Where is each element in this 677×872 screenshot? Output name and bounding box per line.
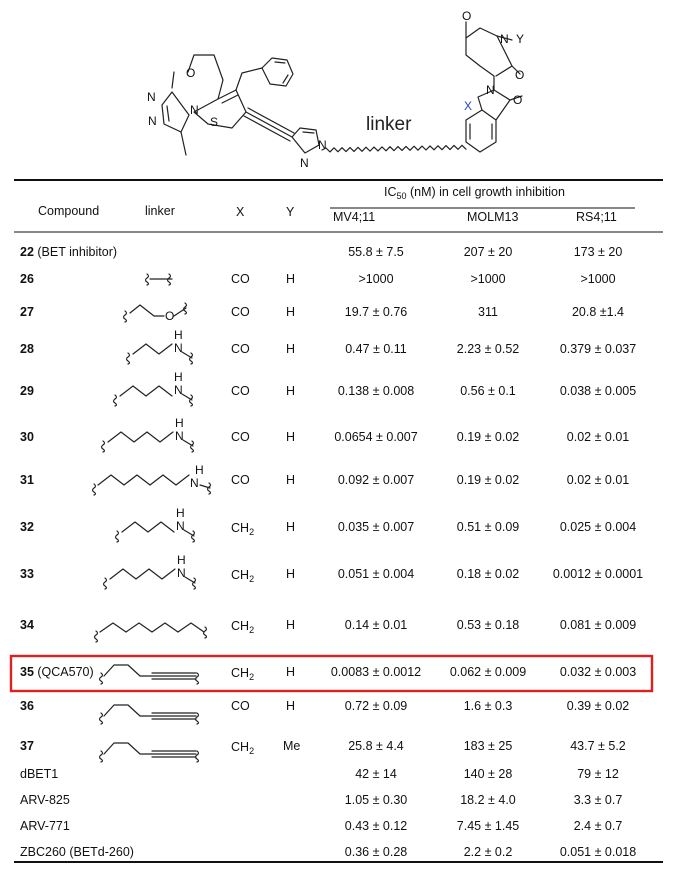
wavy-bond-mark — [116, 531, 119, 542]
compound-id: 29 — [20, 384, 34, 398]
mv4-ic50: 25.8 ± 4.4 — [348, 739, 404, 753]
compound-id: 36 — [20, 699, 34, 713]
compound-id: ARV-771 — [20, 819, 70, 833]
atom-iso-o: O — [513, 93, 523, 107]
rs4-ic50: 0.02 ± 0.01 — [566, 473, 630, 487]
linker-27-chain — [130, 305, 164, 316]
rs4-ic50: 2.4 ± 0.7 — [573, 819, 623, 833]
table-row — [20, 384, 636, 398]
compound-id: 33 — [20, 567, 34, 581]
rs4-ic50: 3.3 ± 0.7 — [573, 793, 623, 807]
table-row — [20, 739, 626, 756]
table-row — [20, 272, 616, 286]
linker-structures — [93, 274, 211, 762]
table-row — [20, 699, 629, 713]
wavy-bond-mark — [204, 627, 207, 638]
mv4-ic50: 0.47 ± 0.11 — [345, 342, 407, 356]
compound-id: 28 — [20, 342, 34, 356]
molm13-ic50: 207 ± 20 — [463, 245, 513, 259]
compound-id: 26 — [20, 272, 34, 286]
molm13-ic50: 2.2 ± 0.2 — [463, 845, 513, 859]
y-value: H — [286, 473, 296, 487]
x-value: CO — [231, 430, 250, 444]
mv4-ic50: 0.092 ± 0.007 — [337, 473, 415, 487]
molm13-ic50: 0.56 ± 0.1 — [460, 384, 516, 398]
atom-glut-y: Y — [516, 32, 525, 46]
x-value: $CH_2$ — [231, 619, 255, 635]
table-body — [20, 245, 643, 859]
linker-atom-h: H — [177, 553, 186, 567]
mv4-ic50: 0.43 ± 0.12 — [344, 819, 408, 833]
linker-36-alkyne — [152, 713, 196, 719]
rs4-ic50: 0.081 ± 0.009 — [559, 618, 637, 632]
linker-atom-n: N — [175, 429, 184, 443]
mv4-ic50: 55.8 ± 7.5 — [348, 245, 404, 259]
molm13-ic50: 0.18 ± 0.02 — [456, 567, 520, 581]
molm13-ic50: 0.53 ± 0.18 — [456, 618, 520, 632]
header-mv4: MV4;11 — [333, 210, 376, 224]
mv4-ic50: 0.0654 ± 0.007 — [334, 430, 418, 444]
linker-33-chain — [110, 569, 175, 579]
rs4-ic50: 0.39 ± 0.02 — [566, 699, 630, 713]
atom-iso-x: X — [464, 99, 473, 113]
header-compound: Compound — [38, 204, 100, 218]
y-value: H — [286, 520, 296, 534]
compound-id: 34 — [20, 618, 34, 632]
molm13-ic50: 1.6 ± 0.3 — [463, 699, 513, 713]
y-value: H — [286, 384, 296, 398]
mv4-ic50: 0.138 ± 0.008 — [337, 384, 415, 398]
compound-id: 27 — [20, 305, 34, 319]
molm13-ic50: 0.19 ± 0.02 — [456, 473, 520, 487]
atom-n1: N — [147, 90, 156, 104]
x-value: CO — [231, 305, 250, 319]
mv4-ic50: 0.035 ± 0.007 — [337, 520, 415, 534]
wavy-bond-mark — [100, 751, 103, 762]
wavy-bond-mark — [196, 673, 199, 684]
wavy-bond-mark — [95, 631, 98, 642]
molm13-ic50: 0.19 ± 0.02 — [456, 430, 520, 444]
atom-s: S — [210, 115, 219, 129]
rs4-ic50: 79 ± 12 — [577, 767, 619, 781]
table-row — [20, 618, 636, 635]
compound-id: 35 (QCA570) — [20, 665, 94, 679]
table-row — [20, 305, 624, 319]
mv4-ic50: >1000 — [358, 272, 394, 286]
linker-34-chain — [100, 623, 204, 632]
compound-id: ZBC260 (BETd-260) — [20, 845, 134, 859]
wavy-bond-mark — [102, 441, 105, 452]
table-row — [20, 567, 643, 584]
wavy-bond-mark — [100, 673, 103, 684]
rs4-ic50: 0.032 ± 0.003 — [559, 665, 637, 679]
wavy-bond-mark — [104, 578, 107, 589]
atom-o-ring: O — [186, 66, 196, 80]
wavy-bond-mark — [146, 274, 149, 285]
y-value: H — [286, 430, 296, 444]
rs4-ic50: 0.025 ± 0.004 — [559, 520, 637, 534]
linker-30-chain — [108, 432, 173, 442]
linker-atom-n: N — [190, 476, 199, 490]
x-value: $CH_2$ — [231, 521, 255, 537]
linker-35-chain — [104, 665, 152, 676]
linker-29-chain — [120, 386, 172, 396]
y-value: H — [286, 342, 296, 356]
linker-atom-n: N — [174, 383, 183, 397]
linker-atom-n: N — [176, 519, 185, 533]
header-x: X — [236, 205, 245, 219]
x-value: $CH_2$ — [231, 568, 255, 584]
wavy-bond-mark — [93, 484, 96, 495]
mv4-ic50: 0.36 ± 0.28 — [344, 845, 408, 859]
compound-id: 22 (BET inhibitor) — [20, 245, 118, 259]
wavy-bond-mark — [100, 713, 103, 724]
compound-id: 32 — [20, 520, 34, 534]
molm13-ic50: 311 — [478, 305, 498, 319]
mv4-ic50: 42 ± 14 — [355, 767, 397, 781]
rs4-ic50: 43.7 ± 5.2 — [570, 739, 626, 753]
atom-glut-o2: O — [515, 68, 525, 82]
table-row — [20, 342, 636, 356]
molm13-ic50: 2.23 ± 0.52 — [456, 342, 520, 356]
y-value: Me — [283, 739, 301, 753]
wavy-bond-mark — [114, 395, 117, 406]
linker-35-alkyne — [152, 673, 196, 679]
linker-37-chain — [104, 743, 152, 754]
x-value: CO — [231, 473, 250, 487]
wavy-bond-mark — [196, 751, 199, 762]
linker-atom-h: H — [195, 463, 204, 477]
mv4-ic50: 0.14 ± 0.01 — [344, 618, 408, 632]
atom-iso-n: N — [486, 83, 495, 97]
linker-36-chain — [104, 705, 152, 716]
molm13-ic50: 140 ± 28 — [463, 767, 513, 781]
atom-glut-n: N — [500, 32, 509, 46]
linker-atom-n: N — [177, 566, 186, 580]
y-value: H — [286, 618, 296, 632]
x-value: $CH_2$ — [231, 740, 255, 756]
molm13-ic50: 7.45 ± 1.45 — [456, 819, 520, 833]
atom-n3: N — [190, 103, 199, 117]
table-row — [20, 767, 619, 781]
compound-id: 31 — [20, 473, 34, 487]
rs4-ic50: 0.051 ± 0.018 — [559, 845, 637, 859]
atom-glut-o1: O — [462, 9, 472, 23]
header-molm13: MOLM13 — [467, 210, 519, 224]
x-value: CO — [231, 384, 250, 398]
molm13-ic50: 0.51 ± 0.09 — [456, 520, 520, 534]
molm13-ic50: >1000 — [470, 272, 506, 286]
rs4-ic50: 0.379 ± 0.037 — [559, 342, 637, 356]
mv4-ic50: 19.7 ± 0.76 — [344, 305, 408, 319]
y-value: H — [286, 665, 296, 679]
table-row — [20, 245, 622, 259]
mv4-ic50: 0.051 ± 0.004 — [337, 567, 415, 581]
atom-pyr-n1: N — [318, 138, 327, 152]
rs4-ic50: 0.0012 ± 0.0001 — [552, 567, 644, 581]
linker-label: linker — [366, 114, 412, 135]
linker-28-chain — [133, 344, 172, 354]
x-value: $CH_2$ — [231, 666, 255, 682]
y-value: H — [286, 272, 296, 286]
linker-atom-h: H — [176, 506, 185, 520]
wavy-bond-mark — [124, 311, 127, 322]
table-row — [20, 430, 629, 444]
linker-atom-h: H — [174, 328, 183, 342]
header-y: Y — [286, 205, 295, 219]
wavy-bond-mark — [127, 353, 130, 364]
linker-atom-n: N — [174, 341, 183, 355]
molm13-ic50: 18.2 ± 4.0 — [460, 793, 516, 807]
mv4-ic50: 0.72 ± 0.09 — [344, 699, 408, 713]
x-value: CO — [231, 342, 250, 356]
linker-atom-o: O — [165, 309, 175, 323]
compound-id: dBET1 — [20, 767, 59, 781]
header-linker: linker — [145, 204, 175, 218]
header-ic50: $IC_{50}$ (nM) in cell growth inhibition — [384, 185, 565, 201]
table-row — [20, 520, 636, 537]
rs4-ic50: 173 ± 20 — [573, 245, 623, 259]
molm13-ic50: 183 ± 25 — [463, 739, 513, 753]
compound-id: ARV-825 — [20, 793, 70, 807]
table-row — [20, 845, 636, 859]
linker-31-chain — [98, 475, 189, 485]
table-row — [20, 819, 622, 833]
compound-id: 30 — [20, 430, 34, 444]
molm13-ic50: 0.062 ± 0.009 — [449, 665, 527, 679]
linker-32-chain — [122, 522, 174, 532]
atom-n2: N — [148, 114, 157, 128]
wavy-bond-mark — [196, 713, 199, 724]
header-rs4: RS4;11 — [576, 210, 617, 224]
linker-27-end — [174, 308, 186, 316]
compound-id: 37 — [20, 739, 34, 753]
atom-pyr-n2: N — [300, 156, 309, 170]
y-value: H — [286, 567, 296, 581]
rs4-ic50: 0.02 ± 0.01 — [566, 430, 630, 444]
rs4-ic50: 0.038 ± 0.005 — [559, 384, 637, 398]
rs4-ic50: 20.8 ±1.4 — [571, 305, 625, 319]
table-row — [20, 793, 622, 807]
linker-37-alkyne — [152, 751, 196, 757]
mv4-ic50: 0.0083 ± 0.0012 — [330, 665, 422, 679]
x-value: CO — [231, 272, 250, 286]
y-value: H — [286, 305, 296, 319]
linker-atom-h: H — [174, 370, 183, 384]
mv4-ic50: 1.05 ± 0.30 — [344, 793, 408, 807]
rs4-ic50: >1000 — [580, 272, 616, 286]
linker-atom-h: H — [175, 416, 184, 430]
y-value: H — [286, 699, 296, 713]
x-value: CO — [231, 699, 250, 713]
